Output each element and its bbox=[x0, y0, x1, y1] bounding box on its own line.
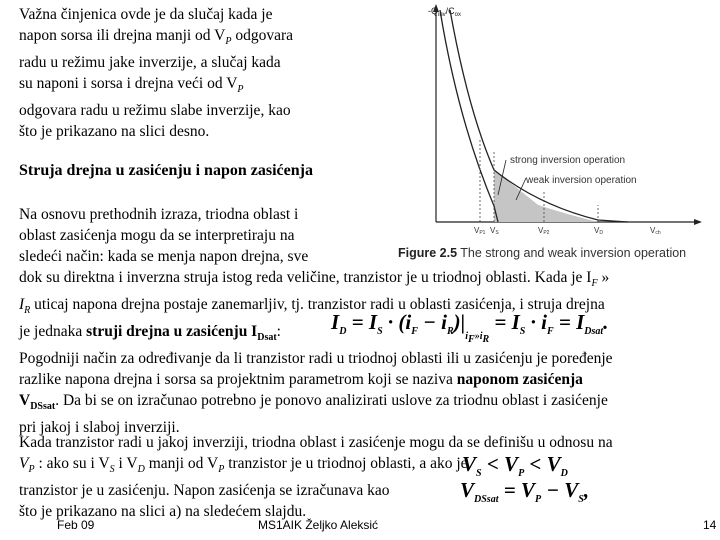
legend-weak: weak inversion operation bbox=[526, 175, 637, 186]
para-line: $I_R$ uticaj napona drejna postaje zanemarljiv, tj. tranzistor radi u oblasti zasićenja, i struja drejna bbox=[19, 296, 605, 317]
intro-line: Važna činjenica ovde je da slučaj kada je bbox=[19, 6, 273, 23]
intro-line: što je prikazano na slici desno. bbox=[19, 123, 210, 141]
section-heading: Struja drejna u zasićenju i napon zasićenja bbox=[19, 162, 313, 179]
para-line: sledeći način: kada se menja napon drejna, sve bbox=[19, 248, 309, 265]
strong-inversion-curve bbox=[440, 10, 498, 222]
para-line: tranzistor je u zasićenju. Napon zasićenja se izračunava kao bbox=[19, 482, 390, 500]
para-line: Na osnovu prethodnih izraza, triodna oblast i bbox=[19, 206, 299, 223]
footer-date: Feb 09 bbox=[57, 518, 95, 532]
intro-paragraph bbox=[19, 4, 349, 142]
para-line: razlike napona drejna i sorsa sa projektnim parametrom koji se naziva naponom zasićenja bbox=[19, 371, 583, 388]
x-tick-vd: VD bbox=[594, 226, 603, 236]
para-line: Kada tranzistor radi u jakoj inverziji, triodna oblast i zasićenje mogu da se definišu u odnosu na bbox=[19, 434, 613, 451]
para-line: je jednaka struji drejna u zasićenju $I_{Dsat}$: bbox=[19, 323, 281, 344]
figure-caption: Figure 2.5 The strong and weak inversion operation bbox=[398, 246, 687, 260]
para-line: $V_P$ : ako su i $V_S$ i $V_D$ manji od $V_P$ tranzistor je u triodnoj oblasti, a ako je bbox=[19, 455, 468, 476]
y-axis-label: $-Q_{inv}/C_{ox}$ bbox=[428, 6, 462, 18]
x-axis-arrow-icon bbox=[694, 219, 702, 225]
legend-strong: strong inversion operation bbox=[510, 155, 626, 166]
para-line: $V_{DSsat}$. Da bi se on izračunao potrebno je ponovo analizirati uslove za triodnu oblast i zasićenje bbox=[19, 392, 608, 413]
intro-line: su naponi i sorsa i drejna veći od $V_P$ bbox=[19, 75, 244, 96]
intro-line: radu u režimu jake inverzije, a slučaj kada bbox=[19, 54, 281, 72]
weak-inversion-curve bbox=[450, 10, 628, 222]
para-line: Pogodniji način za određivanje da li tranzistor radi u triodnoj oblasti ili u zasićenju je poređenje bbox=[19, 350, 613, 367]
para-line: pri jakoj i slaboj inverziji. bbox=[19, 419, 180, 437]
para-line: oblast zasićenja mogu da se interpretiraju na bbox=[19, 227, 295, 244]
paragraph-strong-inversion bbox=[19, 432, 719, 522]
x-tick-vch: Vch bbox=[650, 226, 661, 236]
voltage-condition-equation: $V_S < V_P < V_D$ bbox=[462, 452, 568, 480]
drain-current-equation: $I_D = I_S \cdot (i_F - i_R)|_{i_F»i_R} = I_S \cdot i_F = I_{Dsat}$. bbox=[331, 310, 609, 345]
para-line: što je prikazano na slici a) na sledećem slajdu. bbox=[19, 503, 307, 521]
intro-line: odgovara radu u režimu slabe inverzije, kao bbox=[19, 102, 291, 120]
intro-line: napon sorsa ili drejna manji od $V_P$ odgovara bbox=[19, 27, 293, 48]
paragraph-interpretation bbox=[19, 204, 369, 267]
x-tick-vs: VS bbox=[490, 226, 499, 236]
inversion-figure bbox=[398, 0, 720, 262]
page-number: 14 bbox=[703, 518, 717, 532]
footer-author: MS1AIK Željko Aleksić bbox=[258, 518, 379, 532]
saturation-voltage-equation: $V_{DSsat} = V_P - V_S$, bbox=[460, 478, 590, 506]
paragraph-saturation-voltage bbox=[19, 348, 719, 438]
x-tick-vp2: VP2 bbox=[538, 226, 550, 236]
x-tick-vp1: VP1 bbox=[474, 226, 486, 236]
para-line: dok su direktna i inverzna struja istog reda veličine, tranzistor je u triodnoj oblasti. Kada je $I_F$ » bbox=[19, 269, 610, 290]
